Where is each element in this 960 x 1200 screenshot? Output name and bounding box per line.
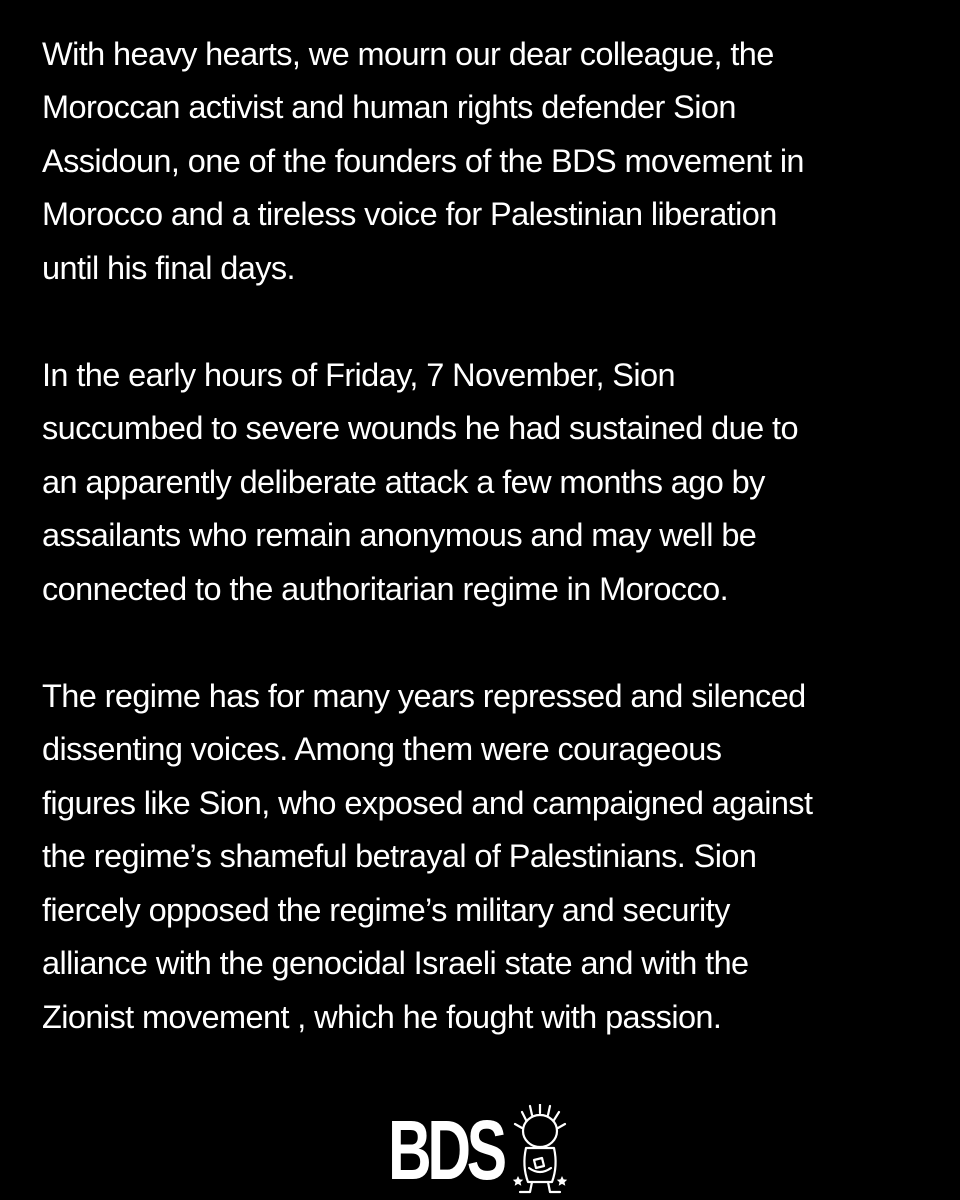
bds-logo [388, 1104, 568, 1196]
text-line: figures like Sion, who exposed and campaigned against [42, 784, 813, 821]
handala-icon [512, 1104, 568, 1196]
text-line: until his final days. [42, 249, 295, 286]
text-line: the regime’s shameful betrayal of Palestinians. Sion [42, 838, 757, 875]
text-line: Zionist movement , which he fought with passion. [42, 998, 722, 1035]
text-line: In the early hours of Friday, 7 November, Sion [42, 357, 675, 394]
bds-logo-text: BDS [388, 1103, 503, 1197]
paragraph-attack [42, 349, 932, 616]
text-line: assailants who remain anonymous and may well be [42, 517, 757, 554]
text-line: succumbed to severe wounds he had sustained due to [42, 410, 798, 447]
statement-text [42, 28, 932, 1098]
paragraph-mourning [42, 28, 932, 295]
text-line: an apparently deliberate attack a few months ago by [42, 463, 765, 500]
text-line: dissenting voices. Among them were courageous [42, 731, 722, 768]
text-line: alliance with the genocidal Israeli state and with the [42, 945, 749, 982]
text-line: Assidoun, one of the founders of the BDS movement in [42, 142, 804, 179]
text-line: The regime has for many years repressed and silenced [42, 678, 806, 715]
text-line: Morocco and a tireless voice for Palestinian liberation [42, 196, 777, 233]
text-line: With heavy hearts, we mourn our dear colleague, the [42, 36, 774, 72]
text-line: fiercely opposed the regime’s military and security [42, 891, 730, 928]
paragraph-regime [42, 670, 932, 1044]
text-line: connected to the authoritarian regime in Morocco. [42, 570, 728, 607]
text-line: Moroccan activist and human rights defender Sion [42, 89, 736, 126]
